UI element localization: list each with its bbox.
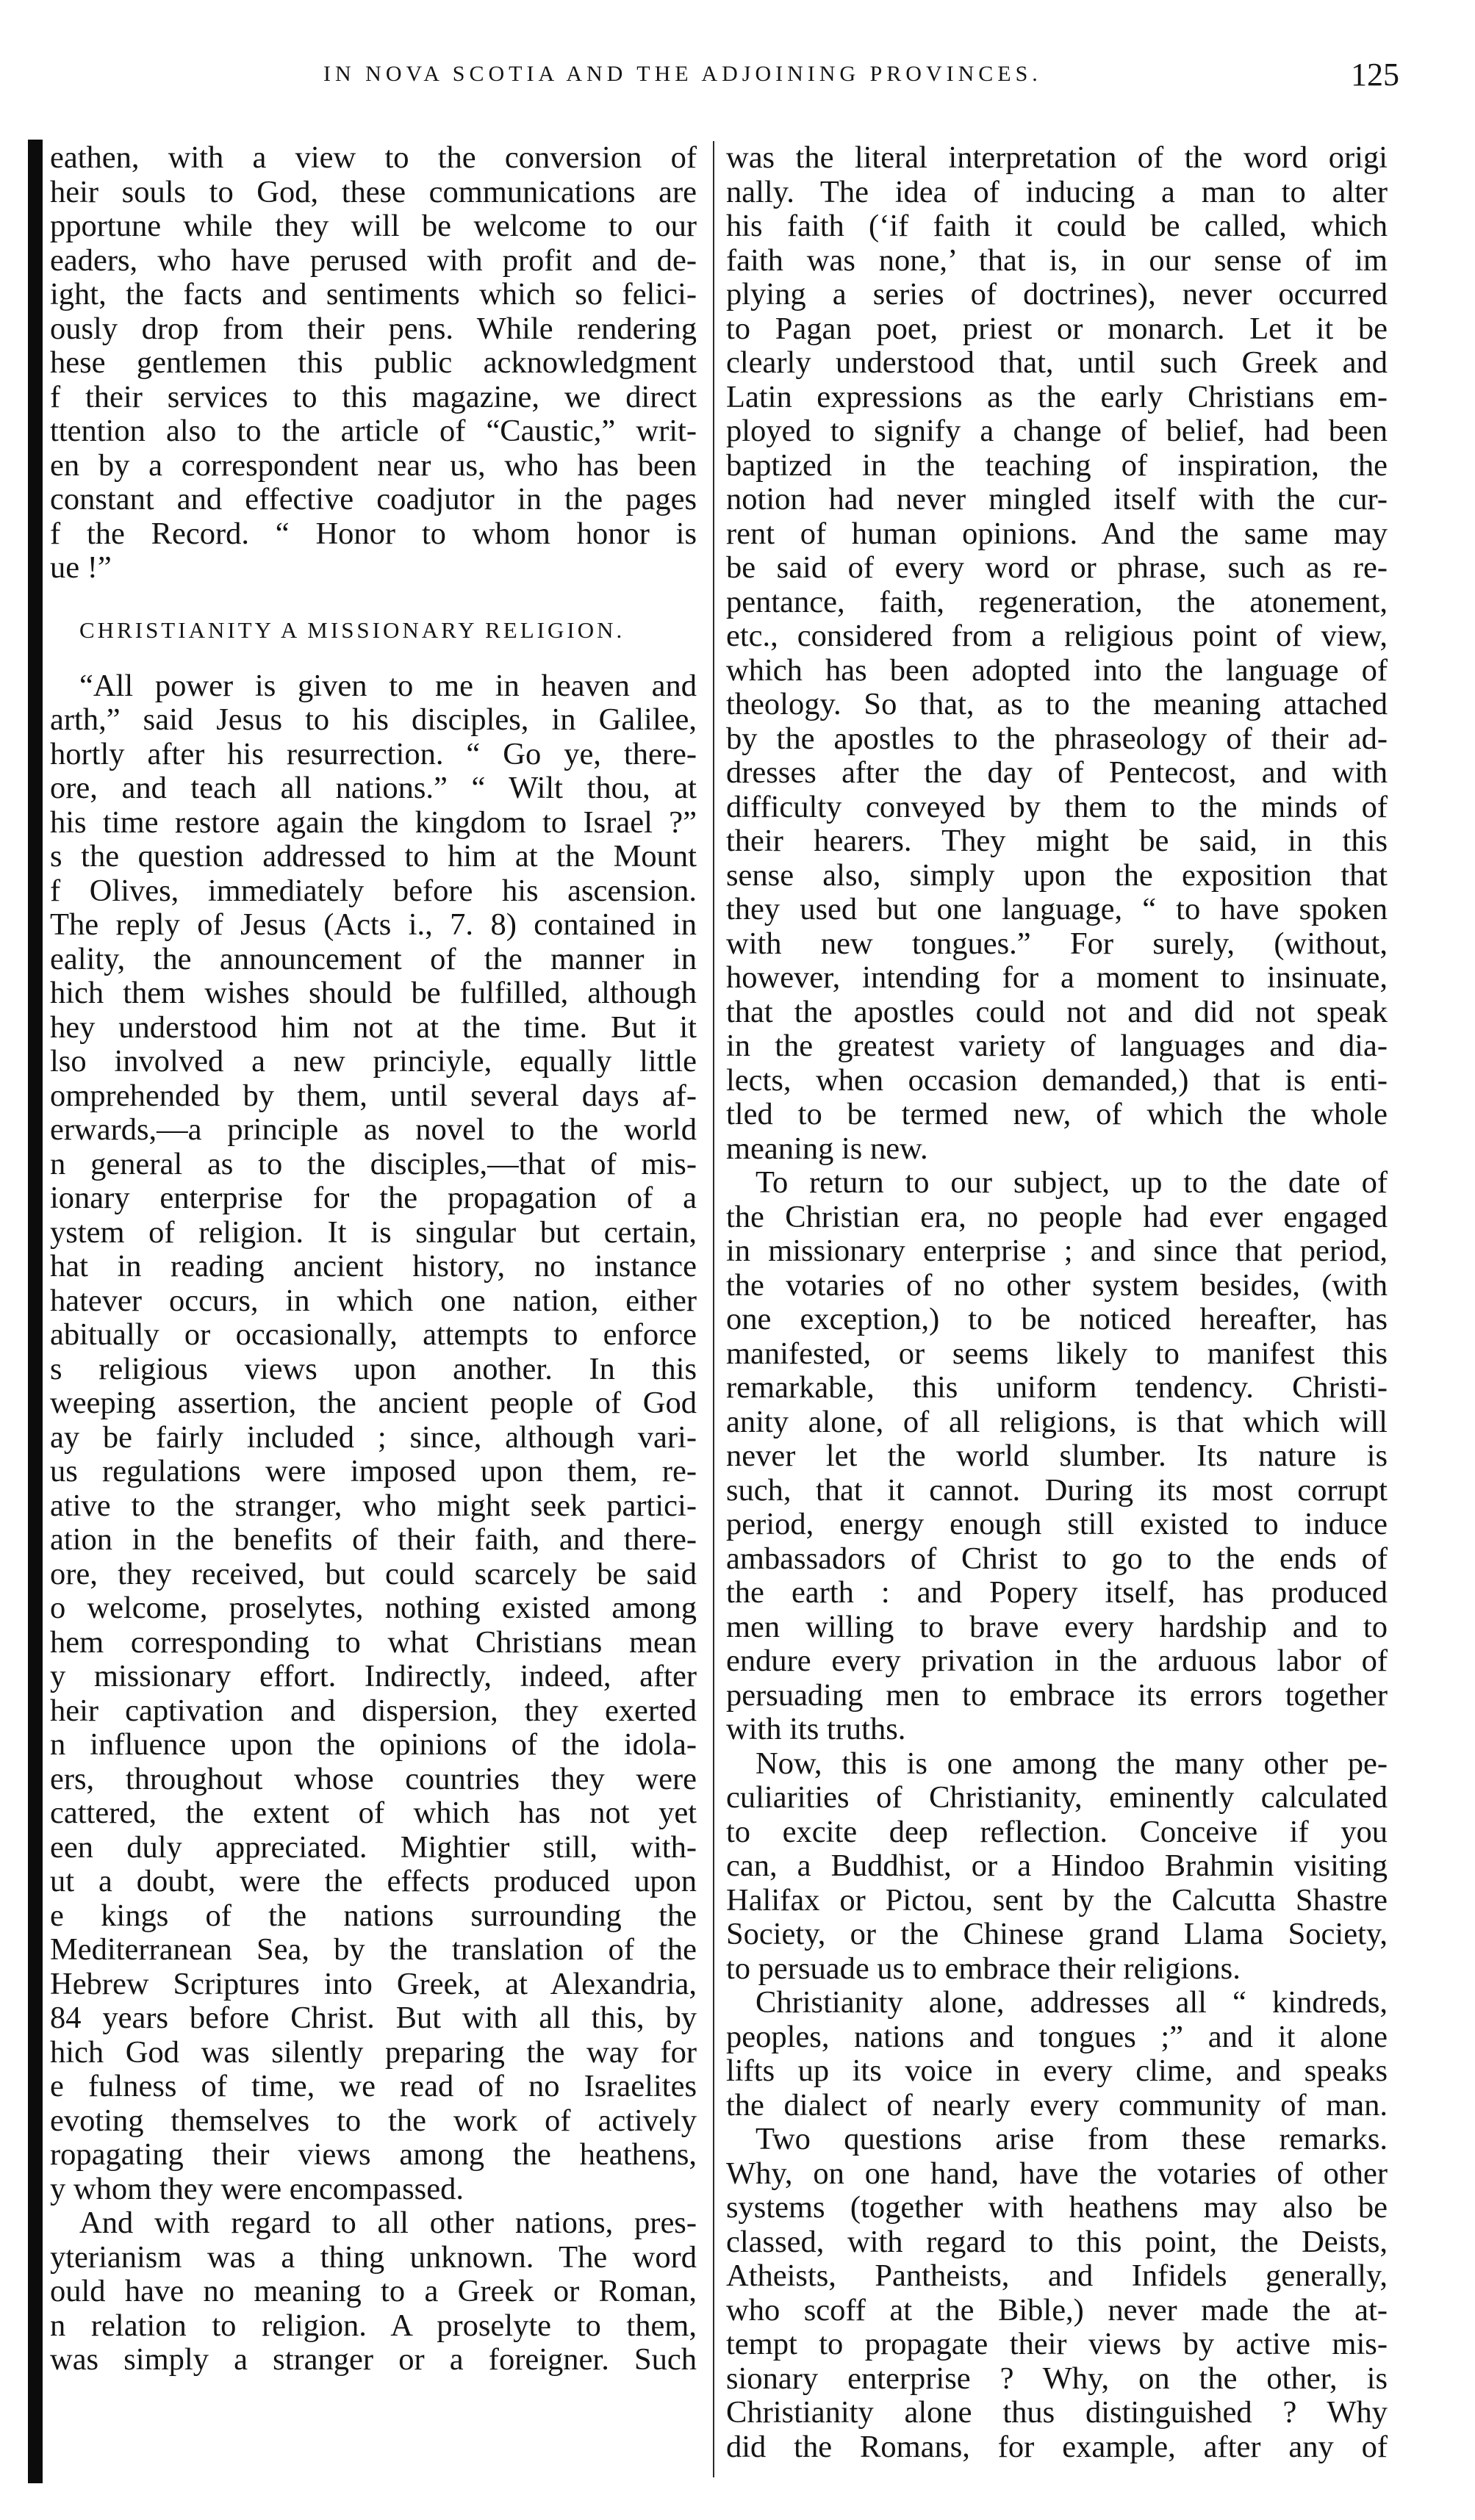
text-line: endure every privation in the arduous labor of [726,1644,1388,1678]
text-line: ould have no meaning to a Greek or Roman, [50,2274,697,2308]
text-line: dresses after the day of Pentecost, and with [726,755,1388,790]
text-line: etc., considered from a religious point of view, [726,619,1388,653]
text-line: Society, or the Chinese grand Llama Society, [726,1917,1388,1951]
text-line: plying a series of doctrines), never occurred [726,277,1388,312]
text-line: eaders, who have perused with profit and de- [50,242,697,278]
text-line: was the literal interpretation of the word origi [726,141,1388,175]
text-line: ously drop from their pens. While rendering [50,311,697,346]
text-line: lects, when occasion demanded,) that is enti- [726,1062,1388,1098]
text-line: The reply of Jesus (Acts i., 7. 8) contained in [50,907,697,942]
text-line: one exception,) to be noticed hereafter, has [726,1302,1388,1336]
text-line: een duly appreciated. Mightier still, with- [50,1829,697,1865]
text-line: classed, with regard to this point, the Deists, [726,2224,1388,2259]
text-line: which has been adopted into the language of [726,652,1388,688]
text-line: en by a correspondent near us, who has been [50,447,697,483]
text-line: culiarities of Christianity, eminently calculated [726,1780,1388,1815]
text-line: Why, on one hand, have the votaries of other [726,2156,1388,2191]
text-line: ay be fairly included ; since, although vari- [50,1419,697,1455]
text-line: the dialect of nearly every community of man. [726,2087,1388,2123]
text-line: ative to the stranger, who might seek partici- [50,1488,697,1523]
text-line: ttention also to the article of “Caustic,” writ- [50,414,697,448]
text-line: hatever occurs, in which one nation, either [50,1283,697,1318]
text-line: sionary enterprise ? Why, on the other, is [726,2361,1388,2396]
text-line: baptized in the teaching of inspiration, the [726,447,1388,483]
text-line: f their services to this magazine, we direct [50,379,697,414]
text-line: to excite deep reflection. Conceive if you [726,1814,1388,1849]
text-line: remarkable, this uniform tendency. Christi- [726,1370,1388,1405]
text-line: in the greatest variety of languages and dia- [726,1029,1388,1063]
section-heading: CHRISTIANITY A MISSIONARY RELIGION. [79,616,625,643]
text-line: hat in reading ancient history, no instance [50,1249,697,1284]
text-line: s the question addressed to him at the Mount [50,839,697,874]
text-line: Atheists, Pantheists, and Infidels generally, [726,2258,1388,2293]
text-line: pentance, faith, regeneration, the atonement, [726,584,1388,619]
running-head: IN NOVA SCOTIA AND THE ADJOINING PROVINCES. [323,62,1042,86]
text-line: such, that it cannot. During its most corrupt [726,1472,1388,1508]
text-line: the earth : and Popery itself, has produced [726,1575,1388,1610]
text-line: was simply a stranger or a foreigner. Such [50,2342,697,2377]
text-line: did the Romans, for example, after any of [726,2429,1388,2464]
text-line: difficulty conveyed by them to the minds of [726,789,1388,824]
text-line: that the apostles could not and did not speak [726,994,1388,1029]
text-line: y whom they were encompassed. [50,2171,464,2206]
text-line: his time restore again the kingdom to Israel ?” [50,804,697,840]
text-line: meaning is new. [726,1131,928,1166]
text-line: can, a Buddhist, or a Hindoo Brahmin visiting [726,1848,1388,1883]
text-line: with new tongues.” For surely, (without, [726,926,1388,961]
text-line: sense also, simply upon the exposition that [726,857,1388,893]
text-line: heir captivation and dispersion, they exerted [50,1693,697,1728]
text-line: ionary enterprise for the propagation of a [50,1181,697,1215]
text-line: Now, this is one among the many other pe- [756,1746,1388,1781]
text-line: Mediterranean Sea, by the translation of the [50,1932,697,1967]
text-line: hem corresponding to what Christians mean [50,1624,697,1660]
column-rule [713,141,714,2477]
text-line: yterianism was a thing unknown. The word [50,2239,697,2275]
text-line: nally. The idea of inducing a man to alter [726,174,1388,209]
text-line: persuading men to embrace its errors together [726,1677,1388,1713]
text-line: period, energy enough still existed to induce [726,1507,1388,1541]
text-line: cattered, the extent of which has not yet [50,1796,697,1830]
text-line: 84 years before Christ. But with all this, by [50,2001,697,2035]
text-line: heir souls to God, these communications are [50,174,697,209]
text-line: Christianity alone, addresses all “ kindreds, [756,1985,1388,2020]
page-header [0,56,1475,107]
text-line: Latin expressions as the early Christians em- [726,379,1388,414]
text-line: tled to be termed new, of which the whole [726,1097,1388,1131]
text-line: notion had never mingled itself with the cur- [726,482,1388,516]
text-line: tempt to propagate their views by active mis- [726,2327,1388,2361]
text-line: n relation to religion. A proselyte to them, [50,2308,697,2343]
text-line: ight, the facts and sentiments which so felici- [50,277,697,312]
text-line: hortly after his resurrection. “ Go ye, there- [50,736,697,771]
text-line: us regulations were imposed upon them, re- [50,1454,697,1488]
text-line: erwards,—a principle as novel to the world [50,1112,697,1147]
text-line: they used but one language, “ to have spoken [726,892,1388,926]
text-line: the Christian era, no people had ever engaged [726,1199,1388,1234]
text-line: evoting themselves to the work of actively [50,2103,697,2138]
text-line: theology. So that, as to the meaning attached [726,687,1388,721]
text-line: Hebrew Scriptures into Greek, at Alexandria, [50,1966,697,2001]
text-line: s religious views upon another. In this [50,1351,697,1386]
left-column [50,141,697,2485]
text-line: ation in the benefits of their faith, and there- [50,1522,697,1557]
text-line: eathen, with a view to the conversion of [50,141,697,175]
text-line: “All power is given to me in heaven and [79,668,697,703]
text-line: arth,” said Jesus to his disciples, in Galilee, [50,702,697,737]
text-line: who scoff at the Bible,) never made the at- [726,2292,1388,2328]
text-line: be said of every word or phrase, such as re- [726,550,1388,585]
page-number: 125 [1351,57,1399,93]
text-line: To return to our subject, up to the date of [756,1165,1388,1200]
text-line: systems (together with heathens may also be [726,2190,1388,2225]
text-line: never let the world slumber. Its nature is [726,1439,1388,1473]
text-line: hich them wishes should be fulfilled, although [50,976,697,1010]
text-line: his faith (‘if faith it could be called, which [726,209,1388,243]
text-line: ropagating their views among the heathens, [50,2137,697,2172]
text-line: n influence upon the opinions of the idola- [50,1727,697,1762]
text-line: to persuade us to embrace their religions. [726,1951,1241,1986]
text-line: ore, and teach all nations.” “ Wilt thou, at [50,771,697,805]
text-line: Christianity alone thus distinguished ? Why [726,2395,1388,2430]
right-column [726,141,1388,2485]
text-line: ue !” [50,550,112,585]
binding-shadow [28,140,43,2483]
text-line: constant and effective coadjutor in the pages [50,482,697,516]
text-line: ut a doubt, were the effects produced upon [50,1864,697,1898]
text-line: n general as to the disciples,—that of mis- [50,1146,697,1181]
text-line: peoples, nations and tongues ;” and it alone [726,2019,1388,2054]
text-line: however, intending for a moment to insinuate, [726,960,1388,995]
text-line: hich God was silently preparing the way for [50,2034,697,2070]
text-line: abitually or occasionally, attempts to enforce [50,1317,697,1352]
text-line: ambassadors of Christ to go to the ends of [726,1541,1388,1576]
text-line: in missionary enterprise ; and since that period, [726,1234,1388,1268]
text-line: o welcome, proselytes, nothing existed among [50,1591,697,1625]
text-line: pportune while they will be welcome to our [50,209,697,243]
text-line: f Olives, immediately before his ascension. [50,873,697,908]
text-line: hey understood him not at the time. But it [50,1009,697,1045]
text-line: omprehended by them, until several days af- [50,1078,697,1113]
text-line: ore, they received, but could scarcely be said [50,1556,697,1591]
text-line: lifts up its voice in every clime, and speaks [726,2053,1388,2088]
text-line: with its truths. [726,1712,906,1746]
text-line: by the apostles to the phraseology of their ad- [726,721,1388,756]
text-line: their hearers. They might be said, in this [726,824,1388,858]
text-line: And with regard to all other nations, pres- [79,2206,697,2240]
text-line: Two questions arise from these remarks. [756,2122,1388,2156]
text-line: e kings of the nations surrounding the [50,1898,697,1933]
text-line: ers, throughout whose countries they were [50,1761,697,1796]
text-line: faith was none,’ that is, in our sense of im [726,242,1388,278]
text-line: men willing to brave every hardship and to [726,1609,1388,1644]
text-line: ployed to signify a change of belief, had been [726,414,1388,448]
text-line: hese gentlemen this public acknowledgment [50,345,697,380]
text-line: the votaries of no other system besides, (with [726,1267,1388,1303]
text-line: Halifax or Pictou, sent by the Calcutta Shastre [726,1882,1388,1918]
text-line: to Pagan poet, priest or monarch. Let it be [726,311,1388,346]
text-line: rent of human opinions. And the same may [726,516,1388,551]
text-line: y missionary effort. Indirectly, indeed, after [50,1659,697,1693]
text-line: weeping assertion, the ancient people of God [50,1386,697,1420]
text-line: eality, the announcement of the manner in [50,941,697,976]
text-line: f the Record. “ Honor to whom honor is [50,516,697,551]
text-line: manifested, or seems likely to manifest this [726,1336,1388,1371]
text-line: ystem of religion. It is singular but certain, [50,1214,697,1250]
text-line: e fulness of time, we read of no Israelites [50,2069,697,2103]
text-line: anity alone, of all religions, is that which will [726,1404,1388,1439]
text-line: lso involved a new princiyle, equally little [50,1044,697,1079]
text-line: clearly understood that, until such Greek and [726,345,1388,380]
